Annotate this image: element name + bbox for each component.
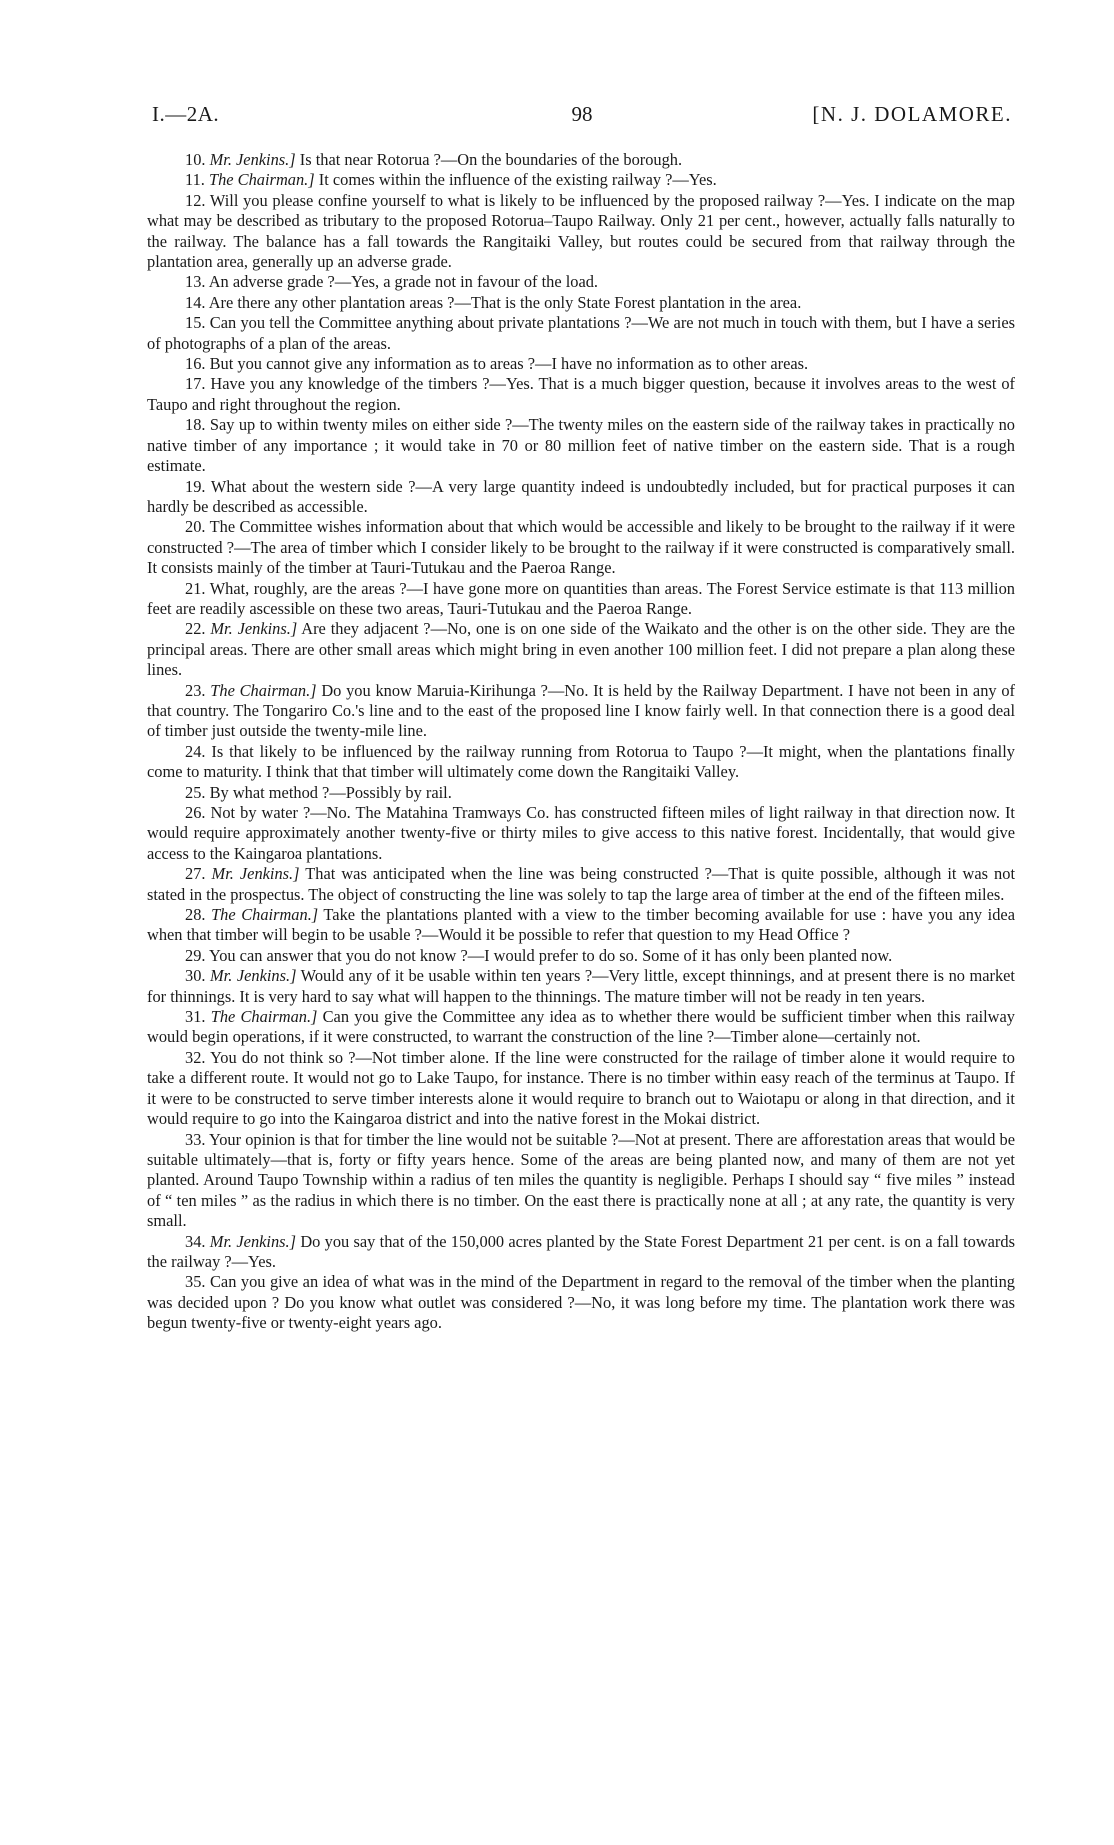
testimony-paragraph xyxy=(147,1130,1015,1232)
question-answer-text: Your opinion is that for timber the line would not be suitable ?—Not at present. There are afforestation areas that would be suitable ultimately—that is, forty or fifty years hence. Some of the areas are being planted now, and many of them are not yet planted. Around Taupo Township within a radius of ten miles the quantity is negligible. Perhaps I should say “ five miles ” instead of “ ten miles ” as the radius in which there is no timber. On the east there is practically none at all ; at any rate, the quantity is very small. xyxy=(147,1129,1015,1231)
question-answer-text: Have you any knowledge of the timbers ?—Yes. That is a much bigger question, because it involves areas to the west of Taupo and right throughout the region. xyxy=(147,374,1015,414)
question-answer-text: Do you say that of the 150,000 acres planted by the State Forest Department 21 per cent. is on a fall towards the railway ?—Yes. xyxy=(147,1231,1015,1271)
question-answer-text: Is that likely to be influenced by the railway running from Rotorua to Taupo ?—It might, when the plantations finally come to maturity. I think that that timber will ultimately come down the Rangitaiki Valley. xyxy=(147,741,1015,782)
question-number: 26. xyxy=(185,803,206,822)
question-number: 32. xyxy=(185,1047,206,1067)
question-answer-text: By what method ?—Possibly by rail. xyxy=(209,782,452,802)
question-number: 22. xyxy=(185,619,206,639)
testimony-paragraph xyxy=(147,170,1015,190)
question-number: 16. xyxy=(185,354,206,374)
testimony-paragraph xyxy=(147,150,1015,170)
question-answer-text: Are there any other plantation areas ?—That is the only State Forest plantation in the area. xyxy=(208,292,802,312)
page-number: 98 xyxy=(571,102,593,126)
testimony-paragraph xyxy=(147,579,1015,620)
testimony-paragraph xyxy=(147,946,1015,966)
speaker-label: Mr. Jenkins.] xyxy=(210,966,297,986)
question-number: 14. xyxy=(185,292,206,312)
witness-name: [N. J. DOLAMORE. xyxy=(812,102,1012,126)
question-answer-text: You can answer that you do not know ?—I would prefer to do so. Some of it has only been planted now. xyxy=(209,945,893,965)
question-answer-text: Can you give an idea of what was in the mind of the Department in regard to the removal of the timber when the planting was decided upon ? Do you know what outlet was considered ?—No, it was long before my time. The plantation work there was begun twenty-five or twenty-eight years ago. xyxy=(147,1272,1015,1333)
testimony-paragraph xyxy=(147,374,1015,415)
question-answer-text: Can you give the Committee any idea as to whether there would be sufficient timber when this railway would begin operations, if it were constructed, to warrant the construction of the line ?—Timber alone—certainly not. xyxy=(147,1007,1015,1047)
question-number: 28. xyxy=(185,905,206,925)
speaker-label: Mr. Jenkins.] xyxy=(211,864,300,884)
testimony-paragraph xyxy=(147,354,1015,374)
question-answer-text: You do not think so ?—Not timber alone. If the line were constructed for the railage of timber alone it would require to take a different route. It would not go to Lake Taupo, for instance. There is no timber within easy reach of the terminus at Taupo. If it were to be constructed to serve timber interests alone it would require to branch out to Waiotapu or along in that direction, and it would require to go into the Kaingaroa district and into the native forest in the Mokai district. xyxy=(147,1047,1015,1129)
question-number: 31. xyxy=(185,1007,206,1027)
question-answer-text: Will you please confine yourself to what is likely to be influenced by the proposed railway ?—Yes. I indicate on the map what may be described as tributary to the proposed Rotorua–Taupo Railway. Only 21 per cent., however, actually falls naturally to the railway. The balance has a fall towards the Rangitaiki Valley, but routes could be secured from that railway through the plantation area, generally up an adverse grade. xyxy=(147,190,1015,272)
testimony-paragraph xyxy=(147,803,1015,864)
question-number: 35. xyxy=(185,1272,206,1292)
testimony-paragraph xyxy=(147,1048,1015,1130)
question-number: 23. xyxy=(185,680,206,700)
testimony-paragraph xyxy=(147,272,1015,292)
testimony-paragraph xyxy=(147,1007,1015,1048)
testimony-paragraph xyxy=(147,293,1015,313)
question-answer-text: Do you know Maruia-Kirihunga ?—No. It is held by the Railway Department. I have not been in any of that country. The Tongariro Co.'s line and to the east of the proposed line I know fairly well. In that connection there is a good deal of timber just outside the twenty-mile line. xyxy=(147,680,1015,741)
testimony-paragraph xyxy=(147,517,1015,578)
question-answer-text: The Committee wishes information about that which would be accessible and likely to be brought to the railway if it were constructed ?—The area of timber which I consider likely to be brought to the railway if it were constructed is comparatively small. It consists mainly of the timber at Tauri-Tutukau and the Paeroa Range. xyxy=(147,517,1015,578)
question-number: 24. xyxy=(185,741,206,761)
testimony-paragraph xyxy=(147,905,1015,946)
question-number: 29. xyxy=(185,945,206,965)
speaker-label: The Chairman.] xyxy=(210,1007,318,1027)
testimony-paragraph xyxy=(147,783,1015,803)
testimony-paragraph xyxy=(147,1272,1015,1333)
question-number: 34. xyxy=(185,1231,206,1251)
testimony-paragraph xyxy=(147,966,1015,1007)
question-answer-text: But you cannot give any information as to areas ?—I have no information as to other areas. xyxy=(209,354,809,374)
question-answer-text: Would any of it be usable within ten years ?—Very little, except thinnings, and at present there is no market for thinnings. It is very hard to say what will happen to the thinnings. The mature timber will not be ready in ten years. xyxy=(147,966,1015,1006)
speaker-label: The Chairman.] xyxy=(209,170,315,190)
question-number: 20. xyxy=(185,517,206,537)
testimony-paragraph xyxy=(147,313,1015,354)
question-answer-text: Are they adjacent ?—No, one is on one side of the Waikato and the other is on the other side. They are the principal areas. There are other small areas which might bring in even another 100 million feet. I did not prepare a plan along these lines. xyxy=(147,619,1015,680)
testimony-paragraph xyxy=(147,864,1015,905)
question-number: 18. xyxy=(185,415,206,435)
question-number: 33. xyxy=(185,1129,206,1149)
testimony-paragraph xyxy=(147,742,1015,783)
testimony-body xyxy=(147,150,1015,1334)
testimony-paragraph xyxy=(147,191,1015,273)
speaker-label: The Chairman.] xyxy=(211,905,319,925)
speaker-label: Mr. Jenkins.] xyxy=(209,150,296,169)
speaker-label: The Chairman.] xyxy=(210,680,317,700)
question-answer-text: Can you tell the Committee anything about private plantations ?—We are not much in touch with them, but I have a series of photographs of a plan of the areas. xyxy=(147,313,1015,353)
question-number: 11. xyxy=(185,170,205,190)
question-answer-text: That was anticipated when the line was being constructed ?—That is quite possible, although it was not stated in the prospectus. The object of constructing the line was solely to tap the large area of timber at the end of the fifteen miles. xyxy=(147,864,1015,904)
speaker-label: Mr. Jenkins.] xyxy=(210,619,298,639)
speaker-label: Mr. Jenkins.] xyxy=(209,1231,297,1251)
question-number: 30. xyxy=(185,966,206,986)
testimony-paragraph xyxy=(147,477,1015,518)
page-header xyxy=(152,102,1012,132)
testimony-paragraph xyxy=(147,681,1015,742)
question-number: 19. xyxy=(185,476,206,496)
question-answer-text: It comes within the influence of the existing railway ?—Yes. xyxy=(314,170,717,190)
paper-reference: I.—2A. xyxy=(152,102,220,126)
question-number: 15. xyxy=(185,313,206,333)
question-answer-text: Is that near Rotorua ?—On the boundaries of the borough. xyxy=(295,150,683,169)
question-number: 12. xyxy=(185,190,206,210)
question-answer-text: Not by water ?—No. The Matahina Tramways Co. has constructed fifteen miles of light railway in that direction now. It would require approximately another twenty-five or thirty miles to give access to this native forest. Incidentally, that would give access to the Kaingaroa plantations. xyxy=(147,803,1015,863)
testimony-paragraph xyxy=(147,619,1015,680)
question-number: 13. xyxy=(185,272,206,292)
question-number: 27. xyxy=(185,864,206,884)
question-number: 25. xyxy=(185,782,206,802)
testimony-paragraph xyxy=(147,415,1015,476)
question-number: 10. xyxy=(185,150,206,169)
question-answer-text: An adverse grade ?—Yes, a grade not in favour of the load. xyxy=(208,272,599,292)
question-number: 21. xyxy=(185,578,206,598)
question-answer-text: What, roughly, are the areas ?—I have gone more on quantities than areas. The Forest Service estimate is that 113 million feet are readily ascessible on these two areas, Tauri-Tutukau and the Paeroa Range. xyxy=(147,578,1015,618)
question-answer-text: Say up to within twenty miles on either side ?—The twenty miles on the eastern side of the railway takes in practically no native timber of any importance ; it would take in 70 or 80 million feet of native timber on the eastern side. That is a rough estimate. xyxy=(147,415,1015,476)
question-number: 17. xyxy=(185,374,206,394)
question-answer-text: Take the plantations planted with a view to the timber becoming available for use : have you any idea when that timber will begin to be usable ?—Would it be possible to refer that question to my Head Office ? xyxy=(147,905,1015,945)
question-answer-text: What about the western side ?—A very large quantity indeed is undoubtedly included, but for practical purposes it can hardly be described as accessible. xyxy=(147,476,1015,516)
testimony-paragraph xyxy=(147,1232,1015,1273)
